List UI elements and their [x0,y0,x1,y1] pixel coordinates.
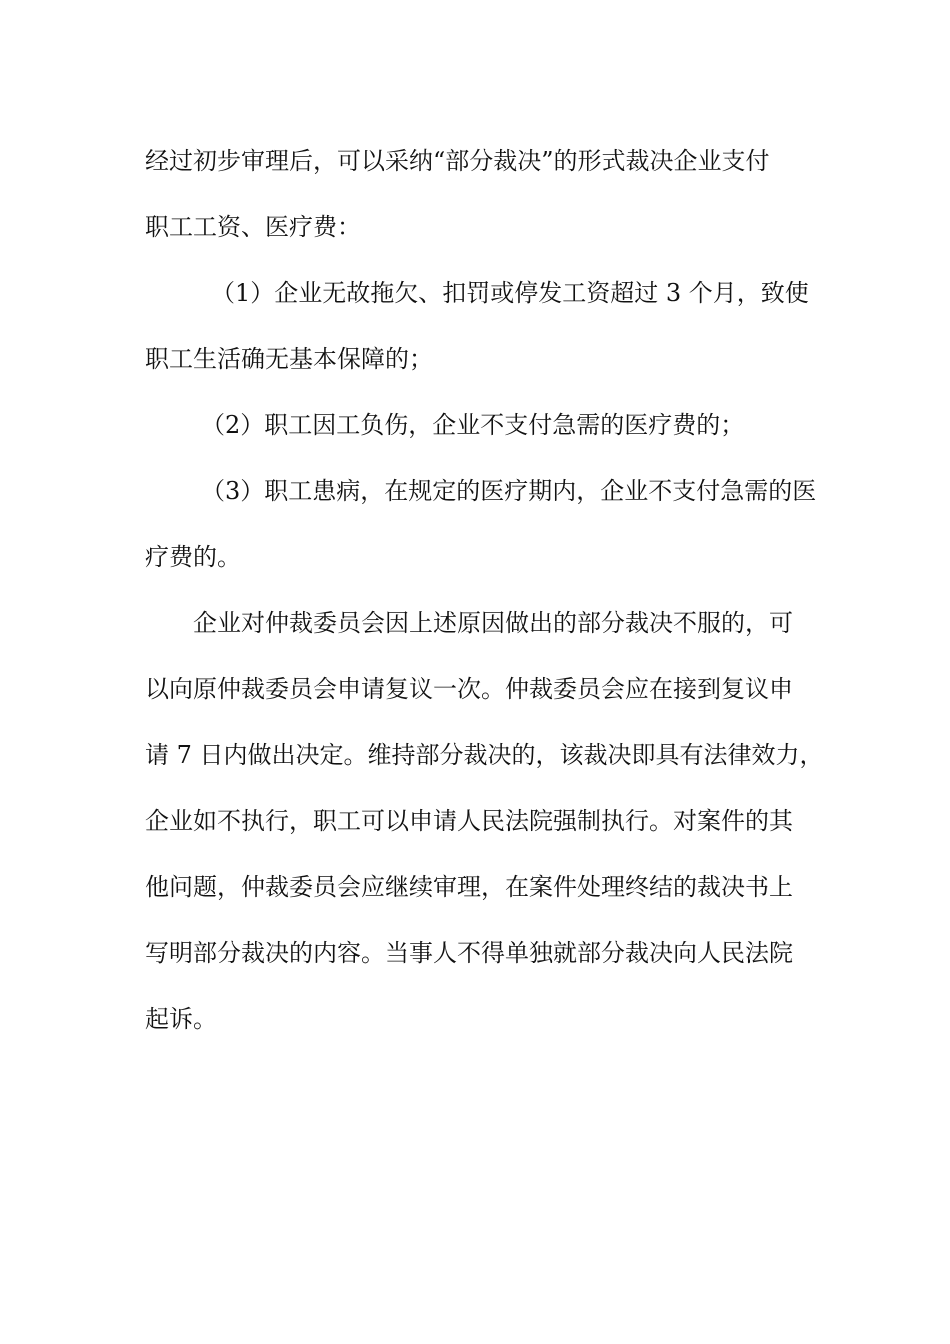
text-line: 请 7 日内做出决定。维持部分裁决的，该裁决即具有法律效力， [145,741,824,769]
paragraph-item-3 [145,458,825,590]
paragraph-intro [145,128,825,260]
text-line: 起诉。 [145,1005,217,1033]
paragraph-item-2 [145,392,825,458]
text-line: 疗费的。 [145,543,241,571]
document-body [145,128,825,1052]
text-line: 企业如不执行，职工可以申请人民法院强制执行。对案件的其 [145,807,793,835]
text-line: 职工生活确无基本保障的； [145,345,433,373]
paragraph-review [145,590,825,1052]
text-line: 经过初步审理后，可以采纳“部分裁决”的形式裁决企业支付 [145,147,770,175]
text-line: 以向原仲裁委员会申请复议一次。仲裁委员会应在接到复议申 [145,675,793,703]
text-line: 写明部分裁决的内容。当事人不得单独就部分裁决向人民法院 [145,939,793,967]
text-line: （1）企业无故拖欠、扣罚或停发工资超过 3 个月，致使 [211,279,809,307]
text-line: 他问题，仲裁委员会应继续审理，在案件处理终结的裁决书上 [145,873,793,901]
text-line: （3）职工患病，在规定的医疗期内，企业不支付急需的医 [201,477,817,505]
text-line: （2）职工因工负伤，企业不支付急需的医疗费的； [201,411,745,439]
text-line: 职工工资、医疗费： [145,213,361,241]
text-line: 企业对仲裁委员会因上述原因做出的部分裁决不服的，可 [193,609,793,637]
paragraph-item-1 [145,260,825,392]
